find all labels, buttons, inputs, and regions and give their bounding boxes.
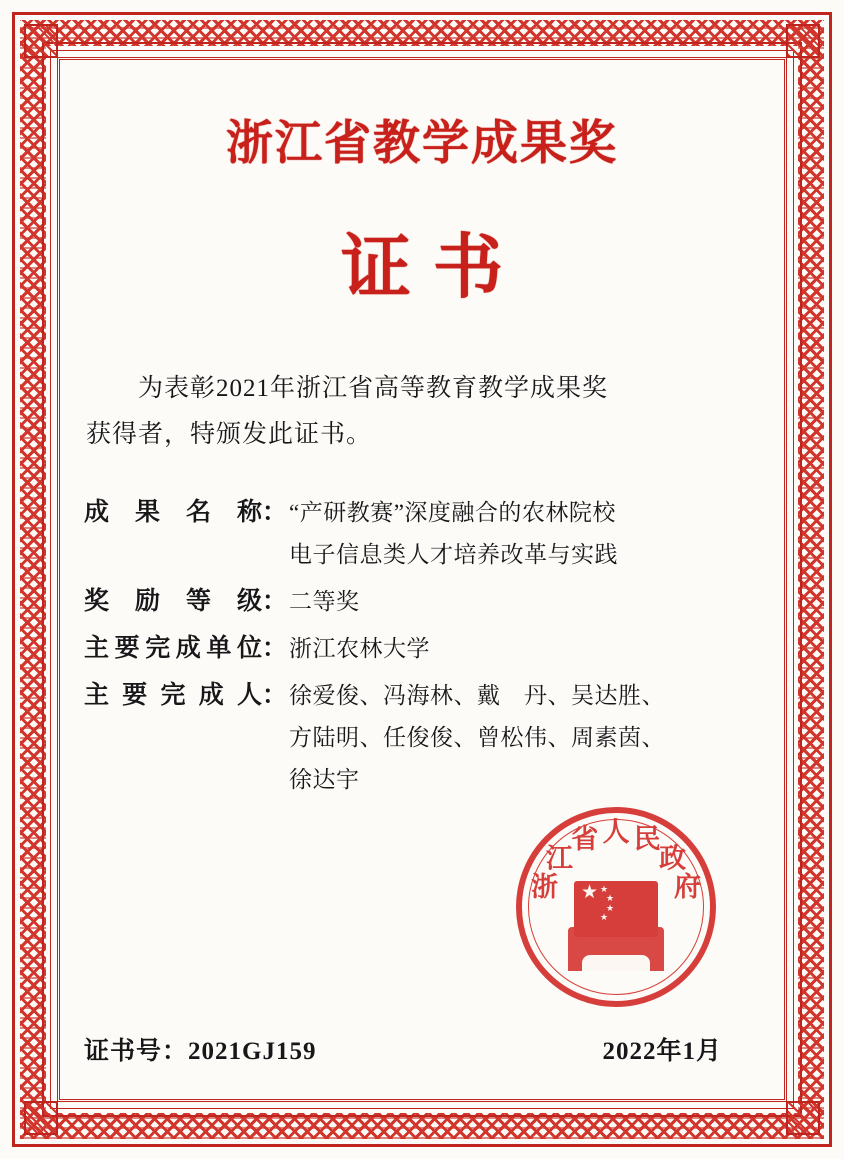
field-value-line: 电子信息类人才培养改革与实践 — [289, 542, 619, 567]
star-icon: ★ — [600, 912, 609, 922]
field-value-line: 徐达宇 — [289, 767, 360, 792]
field-colon-main-contributors: ： — [262, 682, 288, 709]
certificate-content — [70, 70, 774, 1089]
star-icon: ★ — [606, 893, 615, 903]
field-colon-award-level: ： — [262, 588, 288, 615]
star-icon: ★ — [606, 903, 615, 913]
field-value-award-level — [289, 581, 774, 623]
corner-ornament-bottom-right — [786, 1101, 820, 1135]
seal-char: 民 — [633, 823, 661, 855]
certificate-number-value: 2021GJ159 — [188, 1038, 317, 1065]
tiananmen-gate-icon — [568, 927, 664, 971]
field-row-award-level — [84, 581, 774, 623]
award-title: 浙江省教学成果奖 — [226, 116, 618, 171]
field-value-line: “产研教赛”深度融合的农林院校 — [289, 500, 616, 525]
star-icon: ★ — [581, 882, 599, 903]
award-details — [70, 492, 774, 801]
field-value-achievement-name — [289, 492, 774, 576]
star-icon: ★ — [600, 884, 609, 894]
certificate-number — [84, 1031, 316, 1067]
certificate-footer — [84, 1031, 760, 1067]
field-row-main-institution — [84, 628, 774, 670]
corner-ornament-bottom-left — [24, 1101, 58, 1135]
field-row-achievement-name — [84, 492, 774, 576]
seal-char: 政 — [659, 843, 687, 875]
field-label-main-institution: 主要完成单位 — [84, 635, 262, 662]
field-label-achievement-name: 成果名称 — [84, 499, 262, 526]
seal-char: 省 — [571, 823, 599, 855]
official-seal — [516, 807, 716, 1007]
field-colon-achievement-name: ： — [262, 499, 288, 526]
corner-ornament-top-left — [24, 24, 58, 58]
issue-date: 2022年1月 — [602, 1038, 722, 1065]
field-value-line: 二等奖 — [289, 589, 360, 614]
field-value-line: 徐爱俊、冯海林、戴 丹、吴达胜、 — [289, 683, 666, 708]
field-row-main-contributors — [84, 675, 774, 801]
citation-line-1: 为表彰2021年浙江省高等教育教学成果奖 — [138, 375, 609, 402]
citation-statement — [70, 366, 774, 458]
field-value-main-contributors — [289, 675, 774, 801]
corner-ornament-top-right — [786, 24, 820, 58]
field-value-line: 浙江农林大学 — [289, 636, 431, 661]
field-label-main-contributors: 主要完成人 — [84, 682, 262, 709]
field-value-main-institution — [289, 628, 774, 670]
citation-line-2: 获得者，特颁发此证书。 — [86, 421, 373, 448]
certificate-heading: 证书 — [341, 225, 525, 308]
field-label-award-level: 奖励等级 — [84, 588, 262, 615]
seal-char: 浙 — [531, 871, 559, 903]
seal-char: 人 — [602, 817, 630, 848]
seal-char: 府 — [673, 871, 701, 903]
field-colon-main-institution: ： — [262, 635, 288, 662]
seal-char: 江 — [545, 843, 573, 875]
certificate-number-label: 证书号： — [84, 1038, 189, 1065]
field-value-line: 方陆明、任俊俊、曾松伟、周素茵、 — [289, 725, 666, 750]
